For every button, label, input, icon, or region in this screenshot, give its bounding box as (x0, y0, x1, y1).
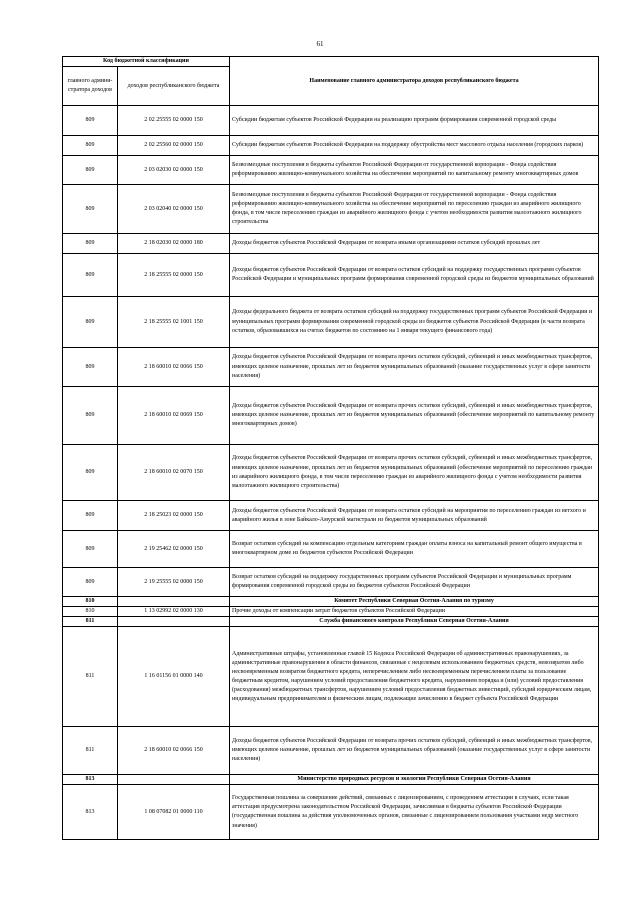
header-income-column: доходов республиканского бюджета (118, 67, 230, 106)
name-cell: Доходы бюджетов субъектов Российской Федерации от возврата остатков субсидий на поддержку государственных программ субъектов Российской Федерации и муниципальных программ формирования современной городской среды из бюджетов муниципальных образований (230, 254, 599, 297)
income-code-cell: 1 16 01156 01 0000 140 (118, 627, 230, 727)
admin-code-cell: 810 (63, 597, 118, 607)
admin-code-cell: 809 (63, 531, 118, 568)
header-group-label: Код бюджетной классификации (63, 57, 230, 67)
table-row (63, 727, 599, 775)
table-row (63, 531, 599, 568)
name-cell: Административные штрафы, установленные главой 15 Кодекса Российской Федерации об административных правонарушениях, за административные правонарушения в области финансов, связанные с нецелевым использованием бюджетных средств, невозвратом либо несвоевременным возвратом бюджетного кредита, неперечислением либо несвоевременным перечислением платы за пользование бюджетным кредитом, нарушением условий предоставления бюджетного кредита, нарушением порядка и (или) условий предоставления (расходования) межбюджетных трансфертов, нарушением условий предоставления бюджетных инвестиций, субсидий юридическим лицам, индивидуальным предпринимателям и физическим лицам, подлежащие зачислению в бюджет субъекта Российской Федерации (230, 627, 599, 727)
admin-code-cell: 811 (63, 627, 118, 727)
admin-code-cell: 809 (63, 254, 118, 297)
table-body (63, 106, 599, 840)
header-admin-column: главного админи-стратора доходов (63, 67, 118, 106)
income-code-cell: 2 18 02030 02 0000 180 (118, 234, 230, 254)
name-cell: Доходы бюджетов субъектов Российской Федерации от возврата прочих остатков субсидий, субвенций и иных межбюджетных трансфертов, имеющих целевое назначение, прошлых лет из бюджетов муниципальных образований (оказание государственных услуг в сфере занятости населения) (230, 348, 599, 387)
admin-code-cell: 813 (63, 785, 118, 840)
income-code-cell: 2 02 25555 02 0000 150 (118, 106, 230, 136)
income-code-cell: 2 18 60010 02 0069 150 (118, 387, 230, 445)
name-cell: Возврат остатков субсидий на компенсацию отдельным категориям граждан оплаты взноса на капитальный ремонт общего имущества в многоквартирном доме из бюджетов субъектов Российской Федерации (230, 531, 599, 568)
name-cell: Доходы бюджетов субъектов Российской Федерации от возврата остатков субсидий на мероприятия по переселению граждан из ветхого и аварийного жилья в зоне Байкало-Амурской магистрали из бюджетов муниципальных образований (230, 501, 599, 531)
admin-code-cell: 813 (63, 775, 118, 785)
name-cell: Доходы федерального бюджета от возврата остатков субсидий на поддержку государственных программ субъектов Российской Федерации и муниципальных программ формирования современной городской среды из бюджетов субъектов Российской Федерации (в части возврата остатков, образовавшихся на счетах бюджетов по состоянию на 1 января текущего финансового года) (230, 297, 599, 348)
table-row (63, 387, 599, 445)
admin-code-cell: 809 (63, 156, 118, 185)
admin-code-cell: 810 (63, 607, 118, 617)
admin-code-cell: 809 (63, 234, 118, 254)
income-code-cell (118, 597, 230, 607)
admin-code-cell: 809 (63, 106, 118, 136)
income-code-cell: 2 03 02040 02 0000 150 (118, 185, 230, 234)
income-code-cell: 2 03 02030 02 0000 150 (118, 156, 230, 185)
name-cell: Доходы бюджетов субъектов Российской Федерации от возврата иными организациями остатков субсидий прошлых лет (230, 234, 599, 254)
table-row (63, 348, 599, 387)
income-code-cell: 2 18 25555 02 1001 150 (118, 297, 230, 348)
table-row (63, 185, 599, 234)
income-code-cell: 1 13 02992 02 0000 130 (118, 607, 230, 617)
income-code-cell: 2 18 60010 02 0066 150 (118, 727, 230, 775)
admin-code-cell: 809 (63, 348, 118, 387)
admin-code-cell: 811 (63, 617, 118, 627)
table-row (63, 607, 599, 617)
income-code-cell: 2 18 25023 02 0000 150 (118, 501, 230, 531)
name-cell: Комитет Республики Северная Осетия-Алания по туризму (230, 597, 599, 607)
header-name-column: Наименование главного администратора доходов республиканского бюджета (230, 57, 599, 106)
administrator-header-row (63, 597, 599, 607)
name-cell: Доходы бюджетов субъектов Российской Федерации от возврата прочих остатков субсидий, субвенций и иных межбюджетных трансфертов, имеющих целевое назначение, прошлых лет из бюджетов муниципальных образований (обеспечение мероприятий по переселению граждан из аварийного жилищного фонда, в том числе переселению граждан из аварийного жилищного фонда с учетом необходимости развития малоэтажного жилищного строительства) (230, 445, 599, 501)
table-row (63, 136, 599, 156)
admin-code-cell: 809 (63, 297, 118, 348)
admin-code-cell: 811 (63, 727, 118, 775)
admin-code-cell: 809 (63, 136, 118, 156)
name-cell: Служба финансового контроля Республики Северная Осетия-Алания (230, 617, 599, 627)
budget-classification-table (62, 56, 599, 840)
income-code-cell: 2 18 60010 02 0066 150 (118, 348, 230, 387)
admin-code-cell: 809 (63, 568, 118, 597)
name-cell: Субсидии бюджетам субъектов Российской Федерации на поддержку обустройства мест массового отдыха населения (городских парков) (230, 136, 599, 156)
table-row (63, 254, 599, 297)
administrator-header-row (63, 617, 599, 627)
name-cell: Возврат остатков субсидий на поддержку государственных программ субъектов Российской Федерации и муниципальных программ формирования современной городской среды из бюджетов субъектов Российской Федерации (230, 568, 599, 597)
table-row (63, 297, 599, 348)
table-row (63, 106, 599, 136)
income-code-cell: 2 18 25555 02 0000 150 (118, 254, 230, 297)
table-row (63, 156, 599, 185)
table-row (63, 501, 599, 531)
name-cell: Безвозмездные поступления в бюджеты субъектов Российской Федерации от государственной корпорации - Фонда содействия реформированию жилищно-коммунального хозяйства на обеспечение мероприятий по переселению граждан из аварийного жилищного фонда, в том числе переселению граждан из аварийного жилищного фонда с учетом необходимости развития малоэтажного жилищного строительства (230, 185, 599, 234)
income-code-cell: 2 02 25560 02 0000 150 (118, 136, 230, 156)
name-cell: Доходы бюджетов субъектов Российской Федерации от возврата прочих остатков субсидий, субвенций и иных межбюджетных трансфертов, имеющих целевое назначение, прошлых лет из бюджетов муниципальных образований (обеспечение мероприятий по капитальному ремонту многоквартирных домов) (230, 387, 599, 445)
income-code-cell (118, 775, 230, 785)
admin-code-cell: 809 (63, 445, 118, 501)
name-cell: Министерство природных ресурсов и экологии Республики Северная Осетия-Алания (230, 775, 599, 785)
administrator-header-row (63, 775, 599, 785)
table-row (63, 234, 599, 254)
income-code-cell: 2 19 25462 02 0000 150 (118, 531, 230, 568)
admin-code-cell: 809 (63, 501, 118, 531)
income-code-cell: 1 08 07082 01 0000 110 (118, 785, 230, 840)
page-number: 61 (316, 40, 324, 48)
table-row (63, 627, 599, 727)
income-code-cell: 2 19 25555 02 0000 150 (118, 568, 230, 597)
name-cell: Доходы бюджетов субъектов Российской Федерации от возврата прочих остатков субсидий, субвенций и иных межбюджетных трансфертов, имеющих целевое назначение, прошлых лет из бюджетов муниципальных образований (оказание государственных услуг в сфере занятости населения) (230, 727, 599, 775)
name-cell: Безвозмездные поступления в бюджеты субъектов Российской Федерации от государственной корпорации - Фонда содействия реформированию жилищно-коммунального хозяйства на обеспечение мероприятий по капитальному ремонту многоквартирных домов (230, 156, 599, 185)
admin-code-cell: 809 (63, 185, 118, 234)
name-cell: Государственная пошлина за совершение действий, связанных с лицензированием, с проведением аттестации в случаях, если такая аттестация предусмотрена законодательством Российской Федерации, зачисляемая в бюджеты субъектов Российской Федерации (государственная пошлина за действия уполномоченных органов, связанные с лицензированием пользования участками недр местного значения) (230, 785, 599, 840)
name-cell: Субсидии бюджетам субъектов Российской Федерации на реализацию программ формирования современной городской среды (230, 106, 599, 136)
table-row (63, 445, 599, 501)
income-code-cell (118, 617, 230, 627)
admin-code-cell: 809 (63, 387, 118, 445)
table-row (63, 568, 599, 597)
name-cell: Прочие доходы от компенсации затрат бюджетов субъектов Российской Федерации (230, 607, 599, 617)
income-code-cell: 2 18 60010 02 0070 150 (118, 445, 230, 501)
table-row (63, 785, 599, 840)
